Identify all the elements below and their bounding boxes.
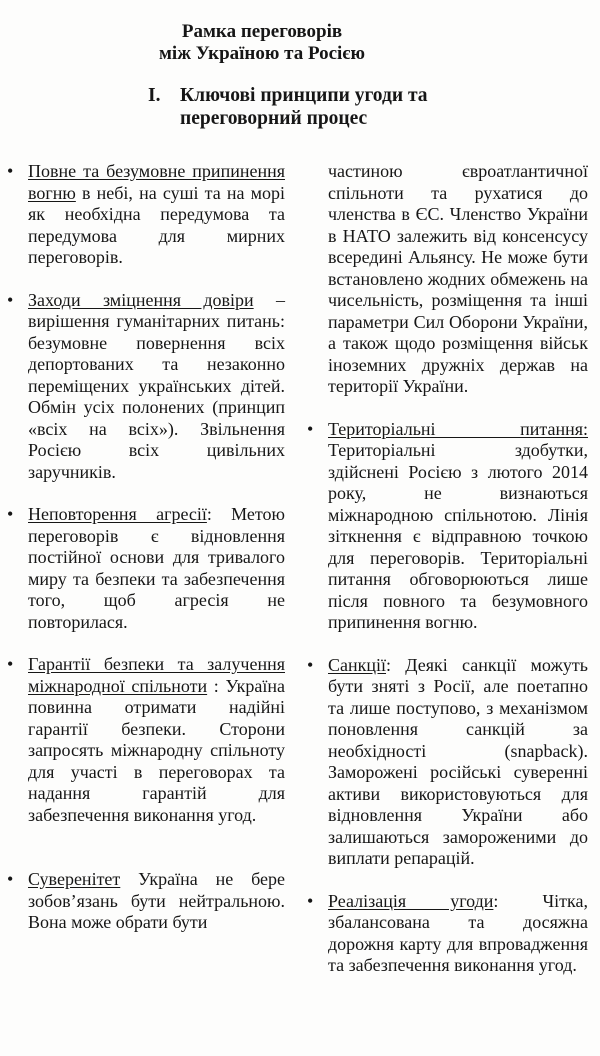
item-lead: Суверенітет (28, 869, 121, 889)
item-body: в небі, на суші та на морі як необхідна передумова та передумова для мирних переговорів. (28, 182, 285, 267)
item-lead: Санкції (328, 654, 387, 675)
bullet-icon: • (7, 654, 14, 674)
list-item-non-repetition (7, 504, 285, 633)
item-lead: Територіальні питання: (328, 418, 588, 439)
item-body: : Метою переговорів є відновлення постійної основи для тривалого миру та безпеки та забезпечення того, щоб агресія не повторилася. (28, 504, 285, 632)
item-lead: Гарантії безпеки та залучення міжнародної спільноти (28, 654, 285, 696)
list-item-text (328, 419, 588, 634)
list-item-text (28, 290, 285, 484)
list-item-text (28, 869, 285, 934)
list-item-sanctions (307, 655, 588, 870)
left-column (7, 161, 285, 934)
list-item-sovereignty-continued (307, 161, 588, 398)
item-lead: Повне та безумовне припинення вогню (28, 161, 285, 203)
list-item-text (328, 161, 588, 398)
title-line-2: між Україною та Росією (158, 42, 366, 64)
list-item-text (328, 655, 588, 870)
item-lead: Заходи зміцнення довіри (28, 289, 254, 310)
list-item-text (28, 504, 285, 633)
list-item-confidence-measures (7, 290, 285, 484)
list-item-territorial-issues (307, 419, 588, 634)
bullet-icon: • (7, 289, 14, 310)
list-item-sovereignty (7, 869, 285, 934)
item-body: Територіальні здобутки, здійснені Росією з лютого 2014 року, не визнаються міжнародною спільнотою. Лінія зіткнення є відправною точкою для переговорів. Територіальні питання обговорюються лише після повного та безумовного припинення вогню. (328, 440, 588, 632)
document-title (0, 21, 524, 64)
list-item-security-guarantees (7, 654, 285, 826)
item-lead: Неповторення агресії (28, 504, 207, 524)
bullet-icon: • (7, 504, 14, 524)
bullet-icon: • (7, 869, 14, 889)
bullet-spacer (307, 161, 328, 398)
item-lead: Реалізація угоди (328, 890, 494, 911)
bullet-icon: • (307, 890, 314, 911)
list-item-implementation (307, 891, 588, 977)
item-body: : Чітка, збалансована та досяжна дорожня карту для впровадження та забезпечення виконання угод. (328, 890, 588, 975)
item-body: : Україна повинна отримати надійні гарантії безпеки. Сторони запросять міжнародну спільноту для участі в переговорах та надання гарантій для забезпечення виконання угод. (28, 675, 285, 825)
section-number: I. (148, 85, 161, 106)
item-body: Україна не бере зобов’язань бути нейтральною. Вона може обрати бути (28, 869, 285, 932)
section-heading (148, 84, 428, 130)
item-body: – вирішення гуманітарних питань: безумовне повернення всіх депортованих та незаконно переміщених українських дітей. Обмін усіх полонених (принцип «всіх на всіх»). Звільнення Росією всіх цивільних заручників. (28, 289, 285, 482)
item-body: : Деякі санкції можуть бути зняті з Росії, але поетапно та лише поступово, з механізмом поновлення санкцій за необхідності (snapback). Заморожені російські суверенні активи використовуються для відновлення України або залишаються замороженими до виплати репарацій. (328, 654, 588, 868)
item-body: частиною євроатлантичної спільноти та рухатися до членства в ЄС. Членство України в НАТО залежить від консенсусу всередині Альянсу. Не може бути встановлено жодних обмежень на чисельність, розміщення та інші параметри Сил Оборони України, а також щодо розміщення військ іноземних дружніх держав на території України. (328, 161, 588, 396)
list-item-text (28, 161, 285, 269)
section-heading-line-2: переговорний процес (180, 108, 368, 129)
bullet-icon: • (7, 161, 14, 181)
right-column (307, 161, 588, 977)
section-heading-text (180, 84, 428, 130)
list-item-ceasefire (7, 161, 285, 269)
section-heading-line-1: Ключові принципи угоди та (180, 85, 428, 106)
list-item-text (328, 891, 588, 977)
bullet-icon: • (307, 418, 314, 439)
list-item-text (28, 654, 285, 826)
title-line-1: Рамка переговорів (181, 21, 343, 42)
bullet-icon: • (307, 654, 314, 675)
